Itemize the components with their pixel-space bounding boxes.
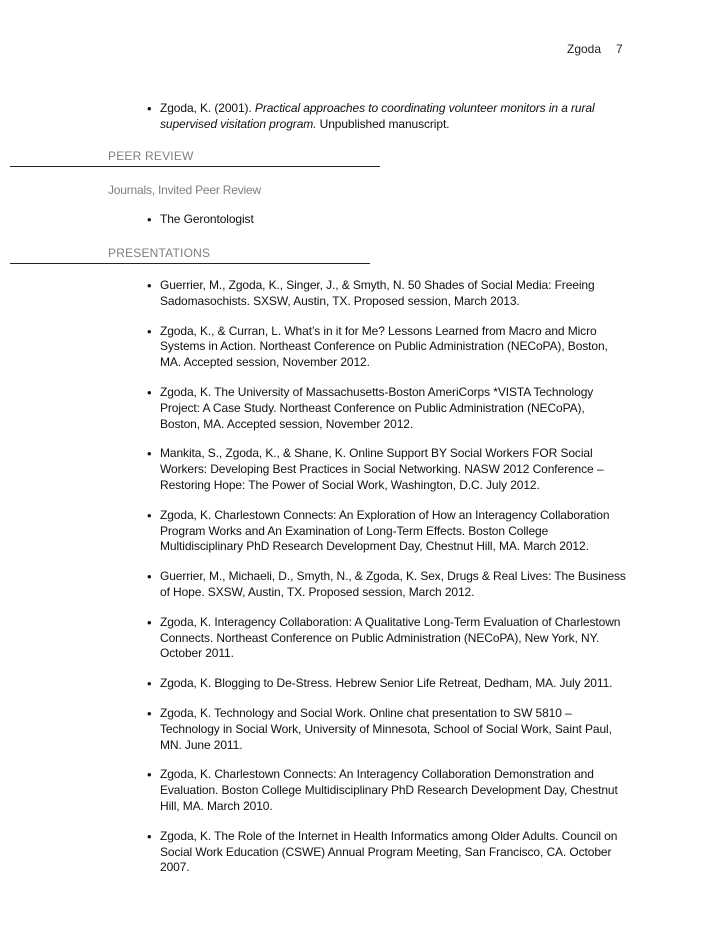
presentation-entry: Zgoda, K. Interagency Collaboration: A Qualitative Long-Term Evaluation of Charlestown Connects. Northeast Conference on Public Administration (NECoPA), New York, NY. October 2011. (160, 614, 621, 661)
presentation-entry: Zgoda, K. Technology and Social Work. Online chat presentation to SW 5810 – Technology in Social Work, University of Minnesota, School of Social Work, Saint Paul, MN. June 2011. (160, 705, 612, 752)
presentation-entry: Zgoda, K. Charlestown Connects: An Interagency Collaboration Demonstration and Evaluation. Boston College Multidisciplinary PhD Research Development Day, Chestnut Hill, MA. March 2010. (160, 767, 618, 813)
bullet-icon: • (147, 212, 152, 227)
peer-review-list (147, 212, 627, 242)
publication-list (147, 101, 627, 147)
bullet-icon: • (147, 384, 152, 400)
presentation-entry: Guerrier, M., Zgoda, K., Singer, J., & Smyth, N. 50 Shades of Social Media: Freeing Sadomasochists. SXSW, Austin, TX. Proposed session, March 2013. (160, 278, 595, 308)
presentation-entry: Guerrier, M., Michaeli, D., Smyth, N., & Zgoda, K. Sex, Drugs & Real Lives: The Business of Hope. SXSW, Austin, TX. Proposed session, March 2012. (160, 569, 626, 599)
list-item (147, 101, 627, 133)
bullet-icon: • (147, 676, 152, 692)
header-author: Zgoda (567, 42, 602, 56)
bullet-icon: • (147, 569, 152, 585)
list-item (147, 706, 627, 753)
list-item (147, 508, 627, 555)
bullet-icon: • (147, 101, 152, 116)
presentation-entry: Zgoda, K. The Role of the Internet in Health Informatics among Older Adults. Council on Social Work Education (CSWE) Annual Program Meeting, San Francisco, CA. October 2007. (160, 828, 618, 875)
list-item (147, 676, 627, 692)
citation-title: Practical approaches to coordinating volunteer monitors in a rural supervised visitation program. (160, 101, 595, 131)
bullet-icon: • (147, 507, 152, 523)
bullet-icon: • (147, 323, 152, 339)
bullet-icon: • (147, 278, 152, 293)
list-item (147, 385, 627, 432)
presentation-entry: Zgoda, K. Blogging to De-Stress. Hebrew Senior Life Retreat, Dedham, MA. July 2011. (160, 676, 613, 691)
list-item (147, 569, 627, 601)
list-item (147, 212, 627, 228)
section-divider (10, 263, 370, 264)
presentations-list (147, 278, 627, 890)
bullet-icon: • (147, 705, 152, 721)
section-divider (10, 166, 380, 167)
list-item (147, 324, 627, 371)
page-number: 7 (616, 42, 623, 56)
bullet-icon: • (147, 828, 152, 844)
list-item (147, 278, 627, 310)
presentation-entry: Mankita, S., Zgoda, K., & Shane, K. Online Support BY Social Workers FOR Social Workers: Developing Best Practices in Social Networking. NASW 2012 Conference – Restoring Hope: The Power of Social Work, Washington, D.C. July 2012. (160, 446, 604, 492)
list-item (147, 446, 627, 493)
section-heading-peer-review: PEER REVIEW (108, 149, 194, 163)
subsection-heading: Journals, Invited Peer Review (108, 183, 261, 197)
list-item (147, 829, 627, 876)
presentation-entry: Zgoda, K. Charlestown Connects: An Exploration of How an Interagency Collaboration Program Works and An Examination of Long-Term Effects. Boston College Multidisciplinary PhD Research Development Day, Chestnut Hill, MA. March 2012. (160, 507, 610, 554)
bullet-icon: • (147, 614, 152, 630)
citation-prefix: Zgoda, K. (2001). (160, 101, 255, 115)
presentation-entry: Zgoda, K., & Curran, L. What’s in it for Me? Lessons Learned from Macro and Micro Systems in Action. Northeast Conference on Public Administration (NECoPA), Boston, MA. Accepted session, November 2012. (160, 323, 608, 370)
bullet-icon: • (147, 446, 152, 462)
section-heading-presentations: PRESENTATIONS (108, 246, 211, 260)
journal-name: The Gerontologist (160, 212, 254, 226)
list-item (147, 615, 627, 662)
presentation-entry: Zgoda, K. The University of Massachusetts-Boston AmeriCorps *VISTA Technology Project: A Case Study. Northeast Conference on Public Administration (NECoPA), Boston, MA. Accepted session, November 2012. (160, 384, 594, 431)
citation-suffix: Unpublished manuscript. (316, 116, 450, 131)
list-item (147, 767, 627, 814)
bullet-icon: • (147, 767, 152, 783)
